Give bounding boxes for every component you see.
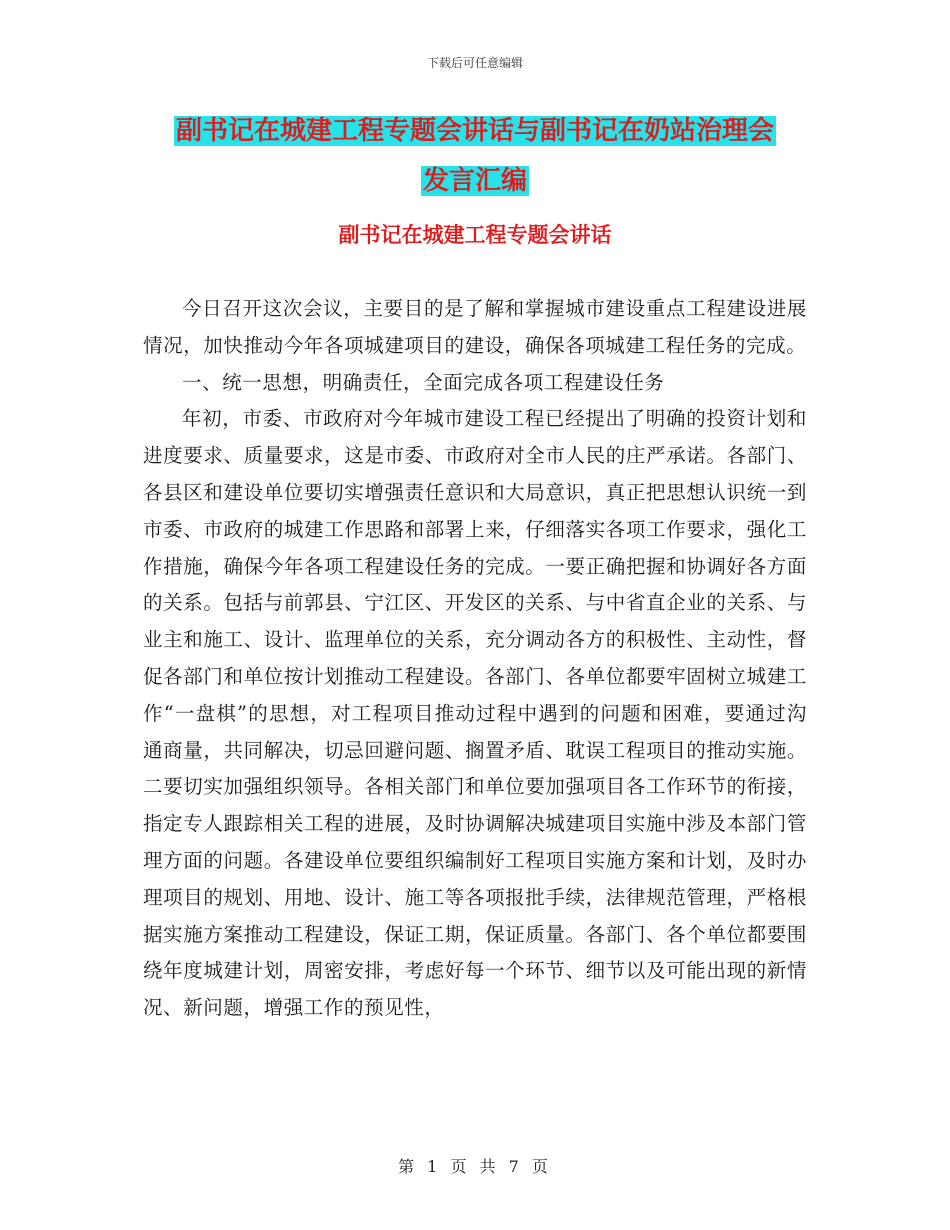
paragraph-intro: 今日召开这次会议，主要目的是了解和掌握城市建设重点工程建设进展情况，加快推动今年各项城建项目的建设，确保各项城建工程任务的完成。 — [143, 297, 807, 357]
header-note: 下载后可任意编辑 — [426, 56, 523, 70]
section-title: 副书记在城建工程专题会讲话 — [338, 223, 612, 247]
page-footer: 第 1 页 共 7 页 — [398, 1157, 552, 1176]
document-title — [143, 106, 807, 206]
document-title-line-1: 副书记在城建工程专题会讲话与副书记在奶站治理会 — [175, 116, 774, 146]
document-title-line-2: 发言汇编 — [422, 166, 527, 196]
paragraph-body-1: 年初，市委、市政府对今年城市建设工程已经提出了明确的投资计划和进度要求、质量要求，这是市委、市政府对全市人民的庄严承诺。各部门、各县区和建设单位要切实增强责任意识和大局意识，真正把思想认识统一到市委、市政府的城建工作思路和部署上来，仔细落实各项工作要求，强化工作措施，确保今年各项工程建设任务的完成。一要正确把握和协调好各方面的关系。包括与前郭县、宁江区、开发区的关系、与中省直企业的关系、与业主和施工、设计、监理单位的关系，充分调动各方的积极性、主动性，督促各部门和单位按计划推动工程建设。各部门、各单位都要牢固树立城建工作“一盘棋”的思想，对工程项目推动过程中遇到的问题和困难，要通过沟通商量，共同解决，切忌回避问题、搁置矛盾、耽误工程项目的推动实施。二要切实加强组织领导。各相关部门和单位要加强项目各工作环节的衔接，指定专人跟踪相关工程的进展，及时协调解决城建项目实施中涉及本部门管理方面的问题。各建设单位要组织编制好工程项目实施方案和计划，及时办理项目的规划、用地、设计、施工等各项报批手续，法律规范管理，严格根据实施方案推动工程建设，保证工期，保证质量。各部门、各个单位都要围绕年度城建计划，周密安排，考虑好每一个环节、细节以及可能出现的新情况、新问题，增强工作的预见性， — [143, 407, 807, 1020]
paragraph-heading-1: 一、统一思想，明确责任，全面完成各项工程建设任务 — [182, 370, 665, 394]
document-body — [143, 291, 807, 1027]
